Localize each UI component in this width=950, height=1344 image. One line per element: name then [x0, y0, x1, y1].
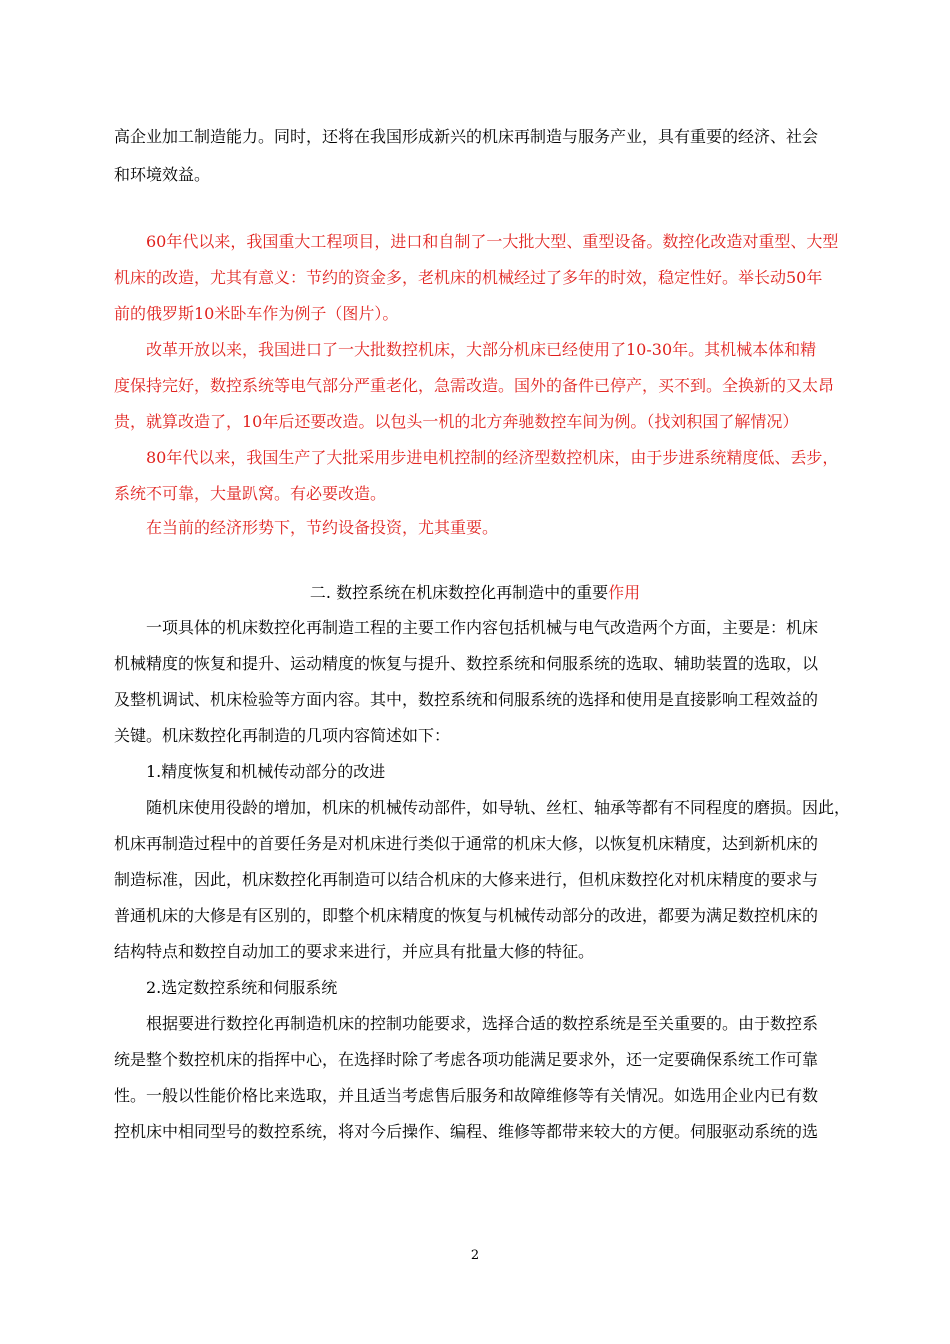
text-line: 2.选定数控系统和伺服系统: [146, 978, 338, 997]
text-line: 随机床使用役龄的增加，机床的机械传动部件，如导轨、丝杠、轴承等都有不同程度的磨损。因此，: [146, 798, 851, 817]
page-number: 2: [470, 1248, 480, 1263]
text-line: 1.精度恢复和机械传动部分的改进: [146, 762, 386, 781]
text-line: 控机床中相同型号的数控系统，将对今后操作、编程、维修等都带来较大的方便。伺服驱动系统的选: [114, 1122, 819, 1141]
text-line: 根据要进行数控化再制造机床的控制功能要求，选择合适的数控系统是至关重要的。由于数控系: [146, 1014, 819, 1033]
text-line: 统是整个数控机床的指挥中心，在选择时除了考虑各项功能满足要求外，还一定要确保系统工作可靠: [114, 1050, 819, 1069]
text-line: 度保持完好，数控系统等电气部分严重老化，急需改造。国外的备件已停产，买不到。全换新的又太昂: [114, 376, 835, 395]
section-heading-text: 二. 数控系统在机床数控化再制造中的重要: [309, 583, 609, 602]
section-heading-highlight: 作用: [608, 583, 641, 602]
text-line: 结构特点和数控自动加工的要求来进行，并应具有批量大修的特征。: [114, 942, 595, 961]
text-line: 机械精度的恢复和提升、运动精度的恢复与提升、数控系统和伺服系统的选取、辅助装置的选取，以: [114, 654, 819, 673]
text-line: 高企业加工制造能力。同时，还将在我国形成新兴的机床再制造与服务产业，具有重要的经济、社会: [114, 127, 819, 146]
text-line: 在当前的经济形势下，节约设备投资，尤其重要。: [146, 518, 499, 537]
text-line: 和环境效益。: [114, 165, 211, 184]
text-line: 机床的改造，尤其有意义：节约的资金多，老机床的机械经过了多年的时效，稳定性好。举长动50年: [114, 268, 823, 287]
text-line: 一项具体的机床数控化再制造工程的主要工作内容包括机械与电气改造两个方面，主要是：机床: [146, 618, 819, 637]
text-line: 关键。机床数控化再制造的几项内容简述如下：: [114, 726, 451, 745]
text-line: 系统不可靠，大量趴窝。有必要改造。: [114, 484, 387, 503]
text-line: 制造标准，因此，机床数控化再制造可以结合机床的大修来进行，但机床数控化对机床精度的要求与: [114, 870, 819, 889]
text-line: 贵，就算改造了，10年后还要改造。以包头一机的北方奔驰数控车间为例。（找刘积国了解情况）: [114, 412, 799, 431]
text-line: 及整机调试、机床检验等方面内容。其中，数控系统和伺服系统的选择和使用是直接影响工程效益的: [114, 690, 819, 709]
text-line: 80年代以来，我国生产了大批采用步进电机控制的经济型数控机床，由于步进系统精度低、丢步，: [146, 448, 839, 467]
text-line: 性。一般以性能价格比来选取，并且适当考虑售后服务和故障维修等有关情况。如选用企业内已有数: [114, 1086, 819, 1105]
section-heading: [0, 583, 950, 603]
text-line: 普通机床的大修是有区别的，即整个机床精度的恢复与机械传动部分的改进，都要为满足数控机床的: [114, 906, 819, 925]
text-line: 机床再制造过程中的首要任务是对机床进行类似于通常的机床大修，以恢复机床精度，达到新机床的: [114, 834, 819, 853]
text-line: 60年代以来，我国重大工程项目，进口和自制了一大批大型、重型设备。数控化改造对重型、大型: [146, 232, 839, 251]
text-line: 前的俄罗斯10米卧车作为例子（图片）。: [114, 304, 399, 323]
text-line: 改革开放以来，我国进口了一大批数控机床，大部分机床已经使用了10-30年。其机械本体和精: [146, 340, 817, 359]
